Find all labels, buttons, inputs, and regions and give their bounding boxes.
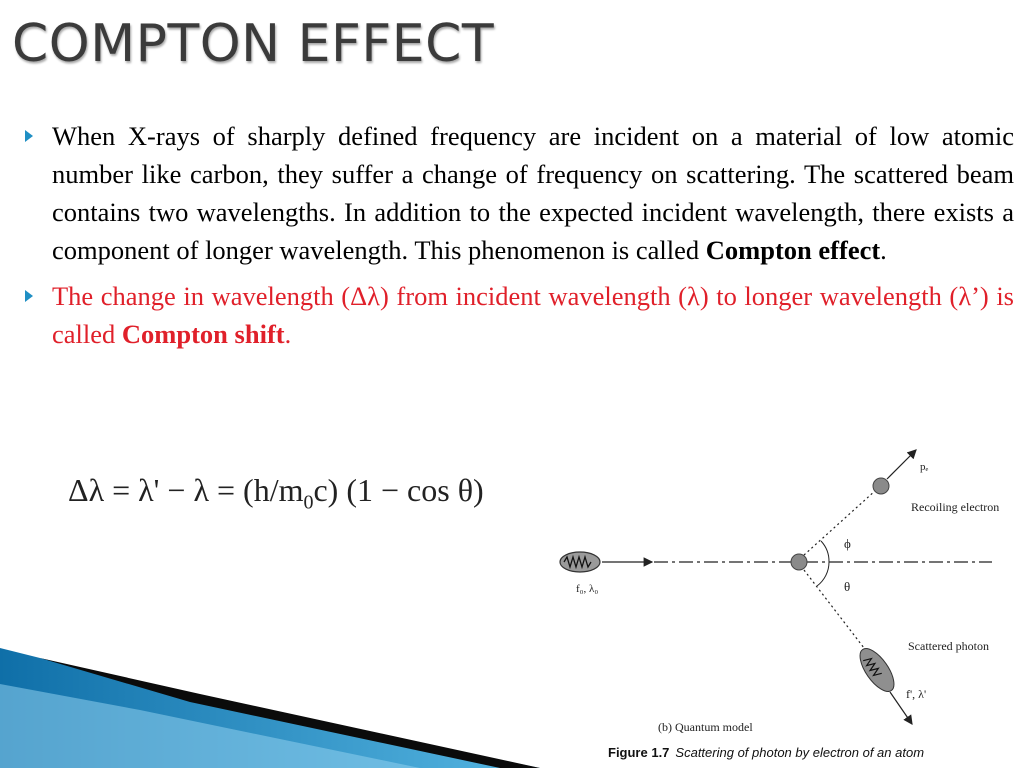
bullet-text (52, 277, 1014, 353)
recoiling-electron-label: Recoiling electron (911, 500, 1000, 514)
recoiling-electron (873, 478, 889, 494)
model-label: (b) Quantum model (658, 720, 753, 734)
figure-description: Scattering of photon by electron of an atom (675, 745, 925, 760)
formula-rhs: c) (1 − cos θ) (313, 472, 484, 508)
figure-caption (608, 745, 924, 760)
incident-photon-label: f₀, λ₀ (576, 583, 599, 595)
phi-angle-arc (821, 541, 829, 562)
formula-lhs: Δλ = λ' − λ = (h/m (68, 472, 304, 508)
bullet-arrow-icon (25, 290, 33, 302)
target-electron (791, 554, 807, 570)
bullet-item (22, 117, 1014, 269)
theta-angle-arc (817, 562, 829, 586)
scattered-path-line (804, 570, 864, 648)
compton-scattering-diagram (540, 440, 1024, 740)
electron-momentum-label: pₑ (920, 461, 929, 473)
scattered-values-label: f', λ' (906, 687, 927, 701)
formula-subscript: 0 (303, 491, 314, 514)
bullet-list (22, 117, 1014, 361)
bullet-body: The change in wavelength (Δλ) from incident wavelength (λ) to longer wavelength (λ’) is called (52, 281, 1014, 349)
electron-momentum-arrow (887, 450, 916, 479)
recoil-path-line (804, 490, 876, 555)
bullet-body: When X-rays of sharply defined frequency are incident on a material of low atomic number like carbon, they suffer a change of frequency on scattering. The scattered beam contains two wavelengths. In addition to the expected incident wavelength, there exists a component of longer wavelength. This phenomenon is called (52, 121, 1014, 265)
bullet-text (52, 117, 1014, 269)
compton-formula (68, 472, 484, 514)
bullet-arrow-icon (25, 130, 33, 142)
figure-number: Figure 1.7 (608, 745, 670, 760)
bullet-keyword: Compton effect (705, 235, 881, 265)
decorative-swoosh (0, 640, 540, 768)
scattered-photon-label: Scattered photon (908, 639, 989, 653)
bullet-keyword: Compton shift (121, 319, 285, 349)
phi-label: ϕ (844, 536, 851, 551)
bullet-end: . (284, 319, 292, 349)
bullet-item (22, 277, 1014, 353)
theta-label: θ (844, 579, 851, 594)
slide-title: COMPTON EFFECT (12, 14, 495, 74)
bullet-end: . (880, 235, 887, 265)
